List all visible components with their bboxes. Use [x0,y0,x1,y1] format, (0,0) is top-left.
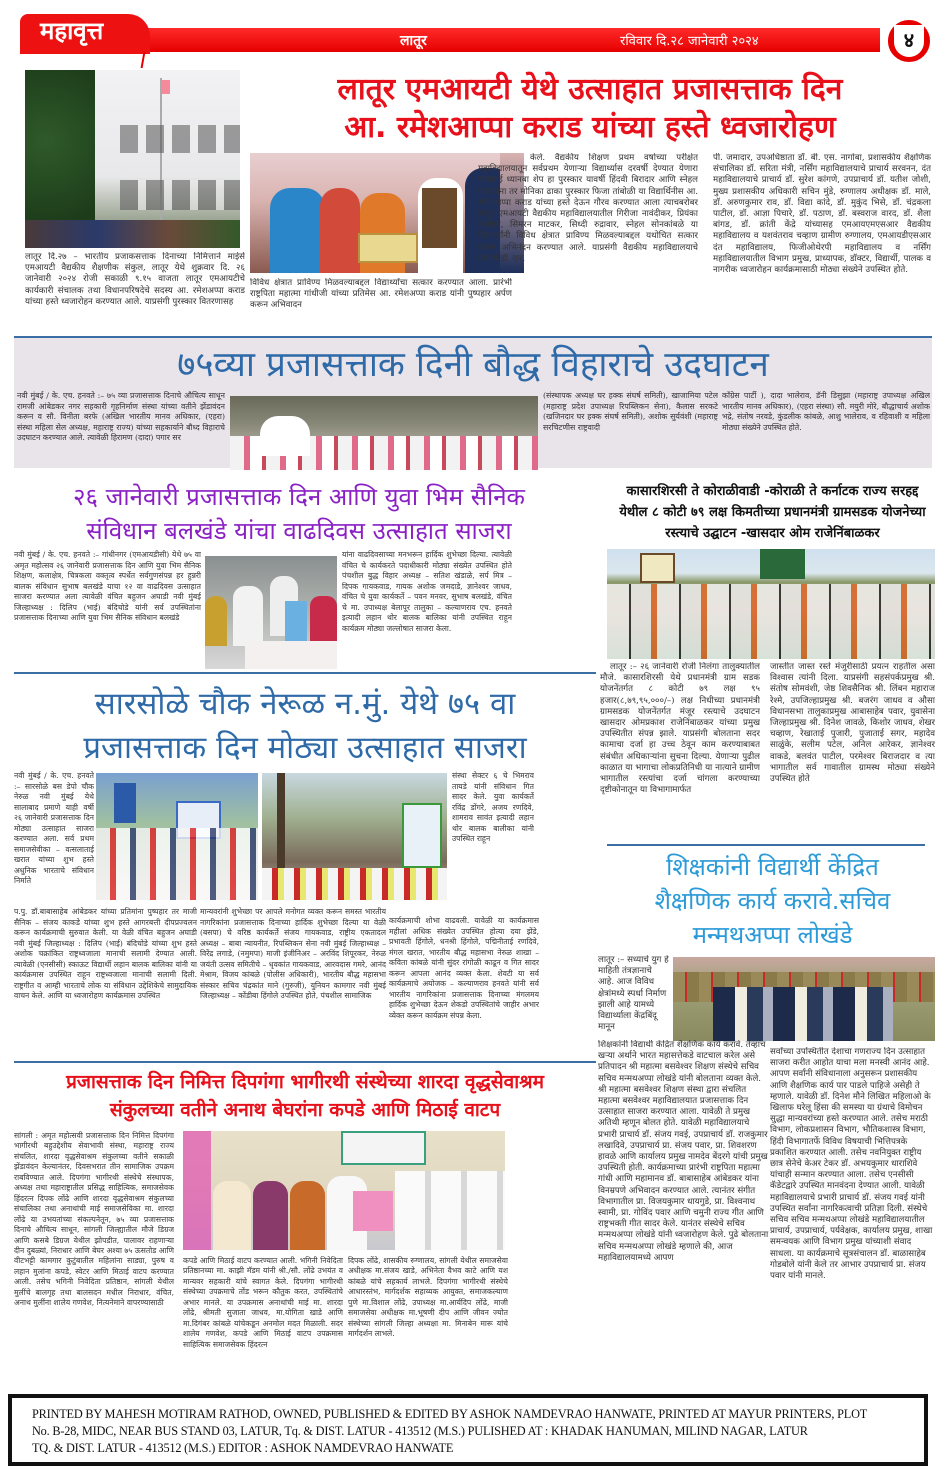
story1-col4: पी. जमादार, उपअधिष्ठाता डॉ. बी. एस. नागोबा, प्रशासकीय शैक्षणिक संचालिका डॉ. सरिता मंत्री, नर्सिंग महाविद्यालयाचे प्राचार्य सरवनन, दंत महाविद्यालयाचे प्राचार्य डॉ. सुरेश कांगणे, उपप्राचार्य डॉ. यतीश जोशी, मुख्य प्रशासकीय अधिकारी सचिन मुंडे, रुग्णालय अधीक्षक डॉ. माले, डॉ. अरुणकुमार राव, डॉ. विद्या कांदे, डॉ. मुकुंद भिसे, डॉ. चंद्रकला पाटील, डॉ. आज्ञा पिचारे, डॉ. पठाण, डॉ. बस्वराज वारद, डॉ. शैला बांगड, डॉ. क्रांती केंद्रे यांच्यासह एमआयएमएसआर वैद्यकीय महाविद्यालय व यशवंतराव चव्हाण ग्रामीण रुग्णालय, एमआयडीएसआर दंत महाविद्यालय, फिजीओथेरपी महाविद्यालय व नर्सिंग महाविद्यालयातील विभाग प्रमुख, प्राध्यापक, डॉक्टर, विद्यार्थी, पालक व नागरीक ध्वजारोहन कार्यक्रमासाठी मोठ्या संख्येने उपस्थित होते. [713,153,931,276]
story5-col-right: संस्था सेक्टर ६ चे भिमराव तायडे यांनी संविधान गित सादर केले. युवा कार्यकर्ते रविंद्र डोंगरे, अजय रणदिवे, शामराव सावंत इत्यादी लहान थोर बालक बालीका यांनी उपस्थित राहून [452,771,534,843]
story1-headline-line1: लातूर एमआयटी येथे उत्साहात प्रजासत्ताक दिन [337,72,843,107]
story3-col1: नवी मुंबई / के. एच. हनवते :– गांधीनगर (एमआयडीसी) येथे ७५ वा अमृत महोत्सव २६ जानेवारी प्रजासत्ताक दिन आणि युवा भिम सैनिक शिक्षण, कलाक्षेत्र, चित्रकला वक्तृत्व स्पर्धेत सर्वगुणसंपन्न हर हुन्नरी बालक संविधान सुभाष बलखंडे याचा १२ वा वाढदिवस उत्साहात साजरा करण्यात अला त्यावेळी वंचित बहुजन अघाडी नवी मुंबई जिल्हाध्यक्ष : दिलिप (भाई) बंदिचोडे यांनी सर्व उपस्थितांना प्रजासत्ताक दिनाच्या आणि युवा भिम सैनिक संविधान बलखंडे [14,550,201,622]
section-divider [607,844,925,846]
story4-col2: जास्तीत जास्त रस्ते मंजुरीसाठी प्रयत्न राहतील असा विश्वास त्यांनी दिला. याप्रसंगी सहसंपर्कप्रमुख श्री. संतोष सोमवंशी, जेष्ठ शिवसैनिक श्री. लिंबन महाराज रेश्मे, उपजिल्हाप्रमुख श्री. बजरंग जाधव व औसा विधानसभा तालुकाप्रमुख आबासाहेब पवार, युवासेना जिल्हाप्रमुख श्री. दिनेश जावळे, किशोर जाधव, शेखर चव्हाण, रेखाताई पुजारी, पुजाताई सगर, महादेव साळुंके, सलीम पटेल, अनिल आरेकर, ज्ञानेश्वर वाकडे, बलवंत पाटील, परमेश्वर बिराजदार व त्या भागातील सर्व गावातील ग्रामस्थ मोठ्या संख्येने उपस्थित होते [770,662,935,785]
story7-col3: दिपक लोंढे, शासकीय रुग्णालय, सांगली येथील समाजसेवा अधीक्षक मा.संजय खाडे, अभिनेता वैभव काटे आणि यश कांबळे यांचे सहकार्य लाभले. दिपगंगा भागीरथी संस्थेचे आधारस्तंभ, मार्गदर्शक सहाय्यक आयुक्त, समाजकल्याण पुणे मा.विशाल लोंढे, उपाध्यक्ष मा.आर्यदिप लोंढे, माजी समाजसेवा अधीक्षक मा.भूषणी दीप आणि जीवन ज्योत संस्थेच्या सांगली जिल्हा अध्यक्षा मा. मिनाबेन मारू यांचे मार्गदर्शन लाभले. [348,1256,508,1339]
edition-city: लातूर [400,33,427,49]
section-divider [14,1061,596,1063]
story5-headline-line1: सारसोळे चौक नेरूळ न.मुं. येथे ७५ वा [94,686,516,722]
imprint-line-1: PRINTED BY MAHESH MOTIRAM RATHOD, OWNED, PUBLISHED & EDITED BY ASHOK NAMDEVRAO HANWATE, PRINTED AT MAYUR PRINTERS, PLOT [32,1407,868,1421]
story7-col1: सांगली : अमृत महोत्सवी प्रजासत्ताक दिन निमित्त दिपगंगा भागीरथी बहुउद्देशीय सेवाभावी संस्था, महाराष्ट्र राज्य संचलित, शारदा वृद्धसेवाश्रम संकुलच्या वतीने सकाळी झेंडावंदन केल्यानंतर, दिवसभरात तीन सामाजिक उपक्रम राबविण्यात आले. दिपगंगा भागीरथी संस्थेचे संस्थापक, अध्यक्ष तथा महाराष्ट्रातील प्रसिद्ध साहित्यिक, समाजसेवक हिंदरत्न दिपक लोंढे आणि शारदा वृद्धसेवाश्रम संकुलच्या संचालिका तथा अनाथांची माई समाजसेविका मा. शारदा लोंढे या उभयतांच्या संकल्पनेतून, ७५ व्या प्रजासत्ताक दिनाचे औचित्य साधून, सांगली जिल्ह्यातील मौजे डिग्रज आणि कसबे डिग्रज येथील झोपडीत, पालावर राहणाऱ्या दीन दुबळ्यां, निराधार आणि बेघर अश्या ७५ ऊसतोड आणि वीटभट्टी कामगार कुटुंबातील महिलांना साड्या, पुरुष व लहान मुलांना कपडे, स्वेटर आणि मिठाई वाटप करण्यात आली. तसेच भगिनी निवेदिता प्रतिष्ठान, सांगली येथील मुलींचे बालगृह तथा बालसदन मधील निराधार, वंचित, अनाथ मुलींना शालेय गणवेश, नित्यनेमाने वापरण्यासाठी [14,1131,174,1308]
section-divider [14,672,596,674]
sarsole-chowk-photo-1 [96,773,258,900]
story5-col-left: नवी मुंबई / के. एच. हनवते :– सारसोळे बस डेपो चौक नेरुळ नवी मुंबई येथे सालाबाद प्रमाणे याही वर्षी २६ जानेवारी प्रजासत्ताक दिन मोठ्या उत्साहात साजरा करण्यात अला. सर्व प्रथम समाजसेवीका – वत्सलाताई खरात यांच्या शुभ हस्ते अधुनिक भारताचे संविधान निर्माते [14,771,94,885]
sarsole-chowk-photo-2 [262,773,447,900]
page-number-badge [888,20,930,62]
story6-col2: सर्वांच्या उपस्थितीत देशाचा गणराज्य दिन उत्साहात साजरा करीत आहोत याचा मला मनस्वी आनंद आहे. आपण सर्वांनी संविधानाला अनुसरून प्रशासकीय आणि शैक्षणिक कार्य पार पाडले पाहिजे असेही ते म्हणाले. यावेळी डॉ. दिनेश मौने लिखित महिलाओ के खिलाफ घरेलू हिंसा की समस्या या ग्रंथाचे विमोचन सुद्धा मान्यवरांच्या हस्ते करण्यात आले. तसेच मराठी विभाग, लोकप्रशासन विभाग, भौतिकशास्त्र विभाग, हिंदी विभागातर्फे विविध विषयाची भित्तिपत्रके प्रकाशित करण्यात आली. तसेच नवनियुक्त राष्ट्रीय छात्र सेनेचे केअर टेकर डॉ. अभयकुमार धाराशिवे यांचाही सन्मान करण्यात आला. तसेच एनसीसी कॅडेटद्वारे उपस्थित मानवंदना देण्यात आली. यावेळी महाविद्यालयाचे प्रभारी प्राचार्य डॉ. संजय गवई यांनी उपस्थित सर्वांना नागरिकत्वाची प्रतिज्ञा दिली. संस्थेचे सचिव सचिव मन्मथअप्पा लोखंडे महाविद्यालयातील प्राचार्य, उपप्राचार्य, पर्यवेक्षक, कार्यालय प्रमुख, शाखा समन्वयक आणि विभाग प्रमुख यांच्याशी संवाद साधला. या कार्यक्रमाचे सूत्रसंचालन डॉ. बाळासाहेब गोडबोले यांनी केले तर आभार उपप्राचार्य प्रा. संजय पवार यांनी मानले. [770,1047,933,1282]
masthead-divider [141,52,146,68]
story5-col2: मान्यवरांनी शुभेच्छा पर आपले मनोगत व्यक्त करून समस्त भारतीय नागरिकांना प्रजासत्ताक दिनाच्या हार्दिक शुभेच्छा दिल्या या वेळी (बसपा) चे वरिष्ठ कार्यकर्ते संजय गायकवाड, राष्ट्रीय एकतादल अध्यक्ष – बाबा न्यायनीत, रिपब्लिकन सेना नवी मुंबई जिल्हाध्यक्ष – विरेंद्र लगाडे, (नमुमपा) माजी इंजीनिअर – अरविंद शिपूरकर, नेरुळ जयंती उत्सव समितीचे – धृवकांत गायकवाड, आरवदास गमरे, आनंद मेश्राम, विजय कांबळे (पोलीस अधिकारी), भारतीय बौद्ध महासभा संस्कार सचिव चंद्रकांत माने (गुरुजी), युनियन कामगार नवी मुंबई जिल्हाध्यक्ष – कोंडीबा हिंगोले उपस्थित होते, पंचशील सामाजिक [200,907,386,1000]
page-number: ४ [894,25,924,57]
imprint-line-2: No. B-28, MIDC, NEAR BUS STAND 03, LATUR, Tq. & DIST. LATUR - 413512 (M.S.) PULISHED AT : KHADAK HANUMAN, MILIND NAGAR, LATUR [32,1424,808,1438]
road-inauguration-photo [607,549,935,659]
story3-col2: यांना वाढदिवसाच्या मनभरून हार्दिक शुभेच्छा दिल्या. त्यावेळी वंचित चे कार्यकरते पदाधीकारी मोठ्या संख्येत उपस्थित होते पंचशील बुद्ध विहार अध्यक्ष – सतिश खंडाळे, सर्प मित्र – दिपक गायकवाड, गायक अशोक जमदाडे, ज्ञानेश्वर जाधव, वंचित चे युवा कार्यकर्ते – पवन मनवर, सुभाष बलखंडे, वंचित चे मा. उपाध्यक्ष बेलापूर तालुका – कल्याणराव एच. हनवते इत्यादी लहान थोर बालक बालिका यांनी उपस्थित राहून कार्यक्रम मोठ्या जल्लोषात साजरा केला. [342,550,512,633]
story7-headline-line1: प्रजासत्ताक दिन निमित्त दिपगंगा भागीरथी संस्थेच्या शारदा वृद्धसेवाश्रम [66,1071,544,1093]
college-republic-day-photo [673,957,935,1041]
story3-headline-line2: संविधान बलखंडे यांचा वाढदिवस उत्साहात साजरा [86,517,512,545]
imprint-footer [8,1394,928,1466]
story5-col3: कार्यक्रमाची शोभा वाढवली. यावेळी या कार्यक्रमास महीलां अधिक संख्येत उपस्थित होत्या दया झेंडे, प्रभावती हिंगोले, धनश्री हिंगोले, पद्मिनीताई रणदिवे, मंगल खरात, भारतीय बौद्ध महासभा नेरुळ शाखा – कविता कांबळे यांनी सुंदर रांगोळी काढून व गित सादर करून आपला आनंद व्यक्त केला. शेवटी या सर्व कार्यक्रमाचे अयोजक – कल्याणराव हनवते यांनी सर्व भारतीय नागरिकांना प्रजासत्ताक दिनाच्या मंगलमय हार्दिक शुभेच्छा देऊन शेकडो उपस्थितांचे जाहीर अभार व्येक्त करून कार्यक्रम संपन्न केला. [389,916,539,1020]
story1-col3: केले. वैद्यकीय शिक्षण प्रथम वर्षाच्या परीक्षेत महाविद्यालयातून सर्वप्रथम येणाऱ्या विद्यार्थ्यास दरवर्षी देण्यात येणारा जनाबाई ध्यानबा शेप हा पुरस्कार यावर्षी हिंदवी बिरादार आणि स्नेहल फड यांना तर मोनिका ढाका पुरस्कार फिजा तांबोळी या विद्यार्थिनीस आ. रमेशआप्पा कराड यांच्या हस्ते देऊन गौरव करण्यात आला त्याचबरोबर लातूर एमआयटी वैद्यकीय महाविद्यालयातील गिरीजा नावंदीकर, प्रियंका मल्होत्रा, सिमरन माटकर, सिध्दी रुद्रावार, स्नेहल सोनकांबळे या विद्यार्थ्यांनी विविध क्षेत्रात प्राविण्य मिळवल्याबद्दल यथोचित सत्कार करून अभिनंदन करण्यात आले. याप्रसंगी वैद्यकीय महाविद्यालयाचे प्राचार्य डॉ. एन. [478,153,698,264]
award-ceremony-photo [250,153,512,273]
story6-headline-line3: मन्मथअप्पा लोखंडे [692,921,853,949]
story6-headline-line2: शैक्षणिक कार्य करावे.सचिव [654,887,891,915]
edition-date: रविवार दि.२८ जानेवारी २०२४ [620,34,759,49]
story5-headline-line2: प्रजासत्ताक दिन मोठ्या उत्साहात साजरा [83,730,527,766]
vihar-inauguration-photo [230,396,538,470]
story6-headline-line1: शिक्षकांनी विद्यार्थी केंद्रित [666,853,879,881]
story1-col1: लातूर दि.२७ – भारतीय प्रजाकसत्ताक दिनाच्या निमित्ताने माईर्स एमआयटी वैद्यकीय शैक्षणीक संकुल, लातूर येथे शुक्रवार दि. २६ जानेवारी २०२४ रोजी सकाळी ९.१५ वाजता लातूर एमआयटीचे कार्यकारी संचालक तथा विधानपरिषदेचे सदस्य आ. रमेशअप्पा कराड यांच्या हस्ते ध्वजारोहन करण्यात आले. याप्रसंगी पुरस्कार वितरणासह [25,252,245,307]
story2-headline: ७५व्या प्रजासत्ताक दिनी बौद्ध विहाराचे उदघाटन [177,345,769,385]
birthday-celebration-photo [205,556,337,669]
story6-col-top: लातूर :– सध्याचे युग हे माहिती तंत्रज्ञानाचे आहे. आज विविध क्षेत्रांमध्ये स्पर्धा निर्माण झाली आहे यामध्ये विद्यार्थ्याला केंद्रबिंदू मानून [598,955,669,1033]
story3-headline-line1: २६ जानेवारी प्रजासत्ताक दिन आणि युवा भिम सैनिक [73,483,525,511]
story7-col2: कपडे आणि मिठाई वाटप करण्यात आली. भगिनी निवेदिता प्रतिष्ठानच्या मा. काझी मॅडम यांनी श्री./सौ. लोंढे उभयंत व मान्यवर सहकारी यांचे स्वागत केले. दिपगंगा भागीरथी संस्थेच्या उपक्रमाचे तोंड भरून कौतुक करत, उपस्थितांचे अभार मानले. या उपक्रमास अनाथांची माई मा. शारदा लोंढे, श्रीमती सुजाता जाधव, मा.योगिता खाडे आणि मा.दिगंबर कांबळे यांचेकडून अनमोल मदत मिळाली. सदर शालेय गणवेश, कपडे आणि मिठाई वाटप उपक्रमास साहित्यिक समाजसेवक हिंदरत्न [183,1256,343,1349]
story5-col1: प.पु. डॉ.बाबासाहेब आंबेडकर यांच्या प्रतिमांना पुष्पहार तर माजी सैनिक – संजय काकडे यांच्या शुभ हस्ते आगरबत्ती दीपप्रज्वलन करून कार्यक्रमाची सुरुवात केली. या वेळी वंचित बहुजन अघाडी नवी मुंबई जिल्हाध्यक्ष : दिलिप (भाई) बंदिचोडे यांच्या शुभ हस्ते अशोक चक्रांकित राष्ट्रध्वजाला मानाची सलामी देण्यात आली. त्यावेळी (एनसीसी) स्काऊट विद्यार्थी लहान बालक बालिका यांनी या कार्यक्रमास उपस्थित राहून राष्ट्रध्वजाला मानाची सलामी दिली. राष्ट्रगीत व आम्ही भारताचे लोक या संविधान उद्देशिकेचे सामुदायिक वाचन केले. आणि या ध्वजारोहण कार्यक्रमास उपस्थित [14,907,197,1000]
story2-col3: कॉंग्रेस पार्टी ), दादा भालेराव, डॅनी डिसुझा (महाराष्ट्र उपाध्यक्ष अखिल भारतीय मानव अधिकार), (एहरा संस्था) सौ. मयुरी मोरे, बौद्धाचार्य अशोक भद्रे, संतोष नरवडे, कुंडलीक कांबळे, आशु भालेराव, व रहिवाशी व महिला मोठ्या संख्येने उपस्थित होते. [722,391,930,432]
story4-headline-line3: रस्त्याचे उद्घाटन -खासदार ओम राजेनिंबाळकर [665,526,880,541]
newspaper-title: महावृत्त [40,17,104,45]
story4-headline-line1: कासारशिरसी ते कोराळीवाडी -कोराळी ते कर्नाटक राज्य सरहद्द [626,484,919,499]
story4-col1: लातूर :– २६ जानेवारी रोजी निलंगा तालुक्यातील मौजे. कासारशिरसी येथे प्रधानमंत्री ग्राम सडक योजनेंतर्गत ८ कोटी ७९ लक्ष ९५ हजार(८,७९,९५,०००/–) लक्ष निधीच्या प्रधानमंत्री ग्रामसडक योजनेंतर्गत मंजूर रस्त्याचे उदघाटन खासदार ओमप्रकाश राजेनिंबाळकर यांच्या प्रमुख उपस्थितीत संपन्न झाले. याप्रसंगी बोलताना सदर कामाचा दर्जा हा उच्च ठेवून काम करण्याबाबत संबंधीत अधिकाऱ्यांना सुचना दिल्या. येणाऱ्या पुढील काळात या भागाचा लोकप्रतिनिधी या नात्याने ग्रामीण भागातील रस्त्यांचा दर्जा चांगला करण्याच्या दृष्टीकोनातून या विभागामार्फत [600,662,760,796]
story1-headline-line2: आ. रमेशआप्पा कराड यांच्या हस्ते ध्वजारोहण [344,110,836,145]
story2-col2: (संस्थापक अध्यक्ष घर हक्क संघर्ष समिती), खाजामिया पटेल (महाराष्ट्र प्रदेश उपाध्यक्ष रिपब्लिकन सेना), कैलास सरकटे (खजिनदार घर हक्क संघर्ष समिती), अशोक सुर्यवंशी (महाराष्ट्र सरचिटणीस राष्ट्रवादी [543,391,718,432]
story1-col2: विविध क्षेत्रात प्राविण्य मिळवल्याबद्दल विद्यार्थ्यांचा सत्कार करण्यात आला. प्रारंभी राष्ट्रपिता महात्मा गांधीजी यांच्या प्रतिमेस आ. रमेशअप्पा कराड यांनी पुष्पहार अर्पण करून अभिवादन [250,278,512,311]
building-flag-photo [25,70,240,248]
imprint-line-3: TQ. & DIST. LATUR - 413512 (M.S.) EDITOR : ASHOK NAMDEVRAO HANWATE [32,1441,454,1455]
story2-col1: नवी मुंबई / के. एच. हनवते :– ७५ व्या प्रजासत्ताक दिनाचे औचित्य साधून रामजी आंबेडकर नगर सहकारी गृहनिर्माण संस्था यांच्या वतीने झेंडावंदन करून व सौ. विनीता बरफे (अखिल भारतीय मानव अधिकार, (एहरा) संस्था महिला सेल अध्यक्ष, महाराष्ट्र राज्य) यांच्या सहकार्याने बौध्द विहाराचे उदघाटन करण्यात आले. त्यावेळी हिरामण (दादा) पगार सर [17,391,225,443]
story6-col1: शिक्षकांनी विद्यार्थी केंद्रित शैक्षणिक कार्य करावे. तेव्हाच खऱ्या अर्थाने भारत महासत्तेकडे वाटचाल करेल असे प्रतिपादन श्री महात्मा बसवेश्वर शिक्षण संस्थेचे सचिव सचिव मन्मथअप्पा लोखंडे यांनी बोलताना व्यक्त केले. श्री महात्मा बसवेश्वर शिक्षण संस्था द्वारा संचलित महात्मा बसवेश्वर महाविद्यालयात प्रजासत्ताक दिन उत्साहात साजरा करण्यात आला. यावेळी ते प्रमुख अतिथी म्हणून बोलत होते. यावेळी महाविद्यालयाचे प्रभारी प्राचार्य डॉ. संजय गवई, उपप्राचार्य डॉ. राजकुमार लखादिवे, उपप्राचार्य प्रा. संजय पवार, प्रा. शिवशरण हावळे आणि कार्यालय प्रमुख नामदेव बेंदरगे यांची प्रमुख उपस्थिती होती. कार्यक्रमाच्या प्रारंभी राष्ट्रपिता महात्मा गांधी आणि महामानव डॉ. बाबासाहेब आंबेडकर यांना विनम्रपणे अभिवादन करण्यात आले. त्यानंतर संगीत विभागातील प्रा. विजयकुमार धायगुडे, प्रा. विश्वनाथ स्वामी, प्रा. गोविंद पवार आणि चमुनी राज्य गीत आणि राष्ट्रभक्ती गीत सादर केले. यानंतर संस्थेचे सचिव मन्मथअप्पा लोखंडे यांनी ध्वजारोहण केले. पुढे बोलताना सचिव मन्मथअप्पा लोखंडे म्हणाले की, आज महाविद्यालयामध्ये आपण [598,1040,769,1263]
story7-headline-line2: संकुलच्या वतीने अनाथ बेघरांना कपडे आणि मिठाई वाटप [109,1099,501,1121]
clothes-distribution-photo [183,1131,505,1250]
story4-headline-line2: येथील ८ कोटी ७९ लक्ष किमतीच्या प्रधानमंत्री ग्रामसडक योजनेच्या [619,505,926,520]
